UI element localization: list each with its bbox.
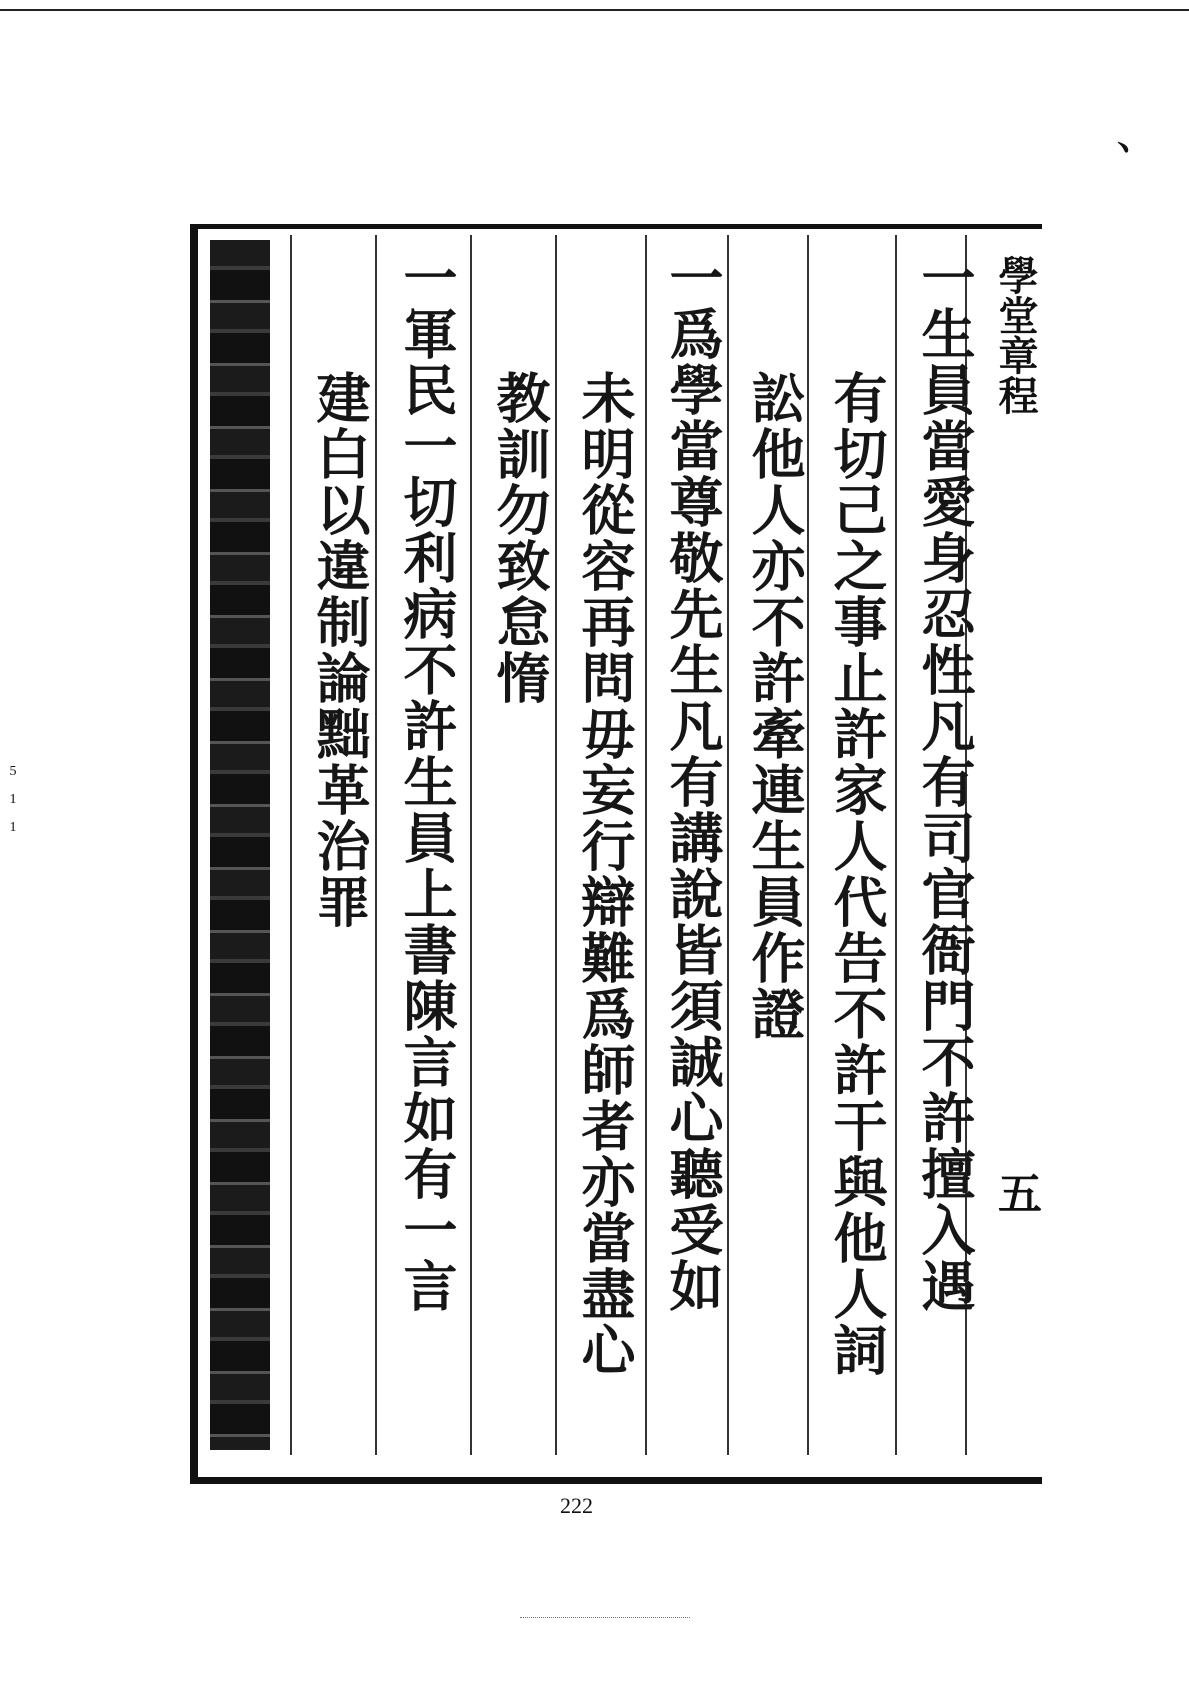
text-column-7: 一軍民一切利病不許生員上書陳言如有一言 xyxy=(395,250,459,1314)
column-rule xyxy=(375,235,377,1455)
side-marks xyxy=(8,758,18,842)
column-rule xyxy=(895,235,897,1455)
damaged-column xyxy=(210,240,270,1450)
top-rule xyxy=(0,9,1189,11)
column-rule xyxy=(645,235,647,1455)
scan-artifact-line xyxy=(520,1617,690,1620)
column-rule xyxy=(555,235,557,1455)
column-rule xyxy=(470,235,472,1455)
text-column-4: 一爲學當尊敬先生凡有講說皆須誠心聽受如 xyxy=(661,250,725,1314)
scan-speck: ﹅ xyxy=(1115,138,1132,157)
column-rule xyxy=(290,235,292,1455)
text-column-8: 建白以違制論黜革治罪 xyxy=(308,370,372,930)
leaf-number: 五 xyxy=(998,1169,1042,1220)
text-column-2: 有切己之事止許家人代告不許干與他人詞 xyxy=(825,370,889,1378)
side-mark: 1 xyxy=(9,820,17,835)
text-column-5: 未明從容再問毋妄行辯難爲師者亦當盡心 xyxy=(573,370,637,1378)
side-mark: 5 xyxy=(9,764,17,779)
book-title: 學堂章程 xyxy=(992,255,1039,415)
text-column-6: 教訓勿致怠惰 xyxy=(488,370,552,706)
side-mark: 1 xyxy=(9,792,17,807)
page-number: 222 xyxy=(560,1493,593,1518)
text-column-1: 一生員當愛身忍性凡有司官衙門不許擅入遇 xyxy=(913,250,977,1314)
text-column-3: 訟他人亦不許牽連生員作證 xyxy=(743,370,807,1042)
